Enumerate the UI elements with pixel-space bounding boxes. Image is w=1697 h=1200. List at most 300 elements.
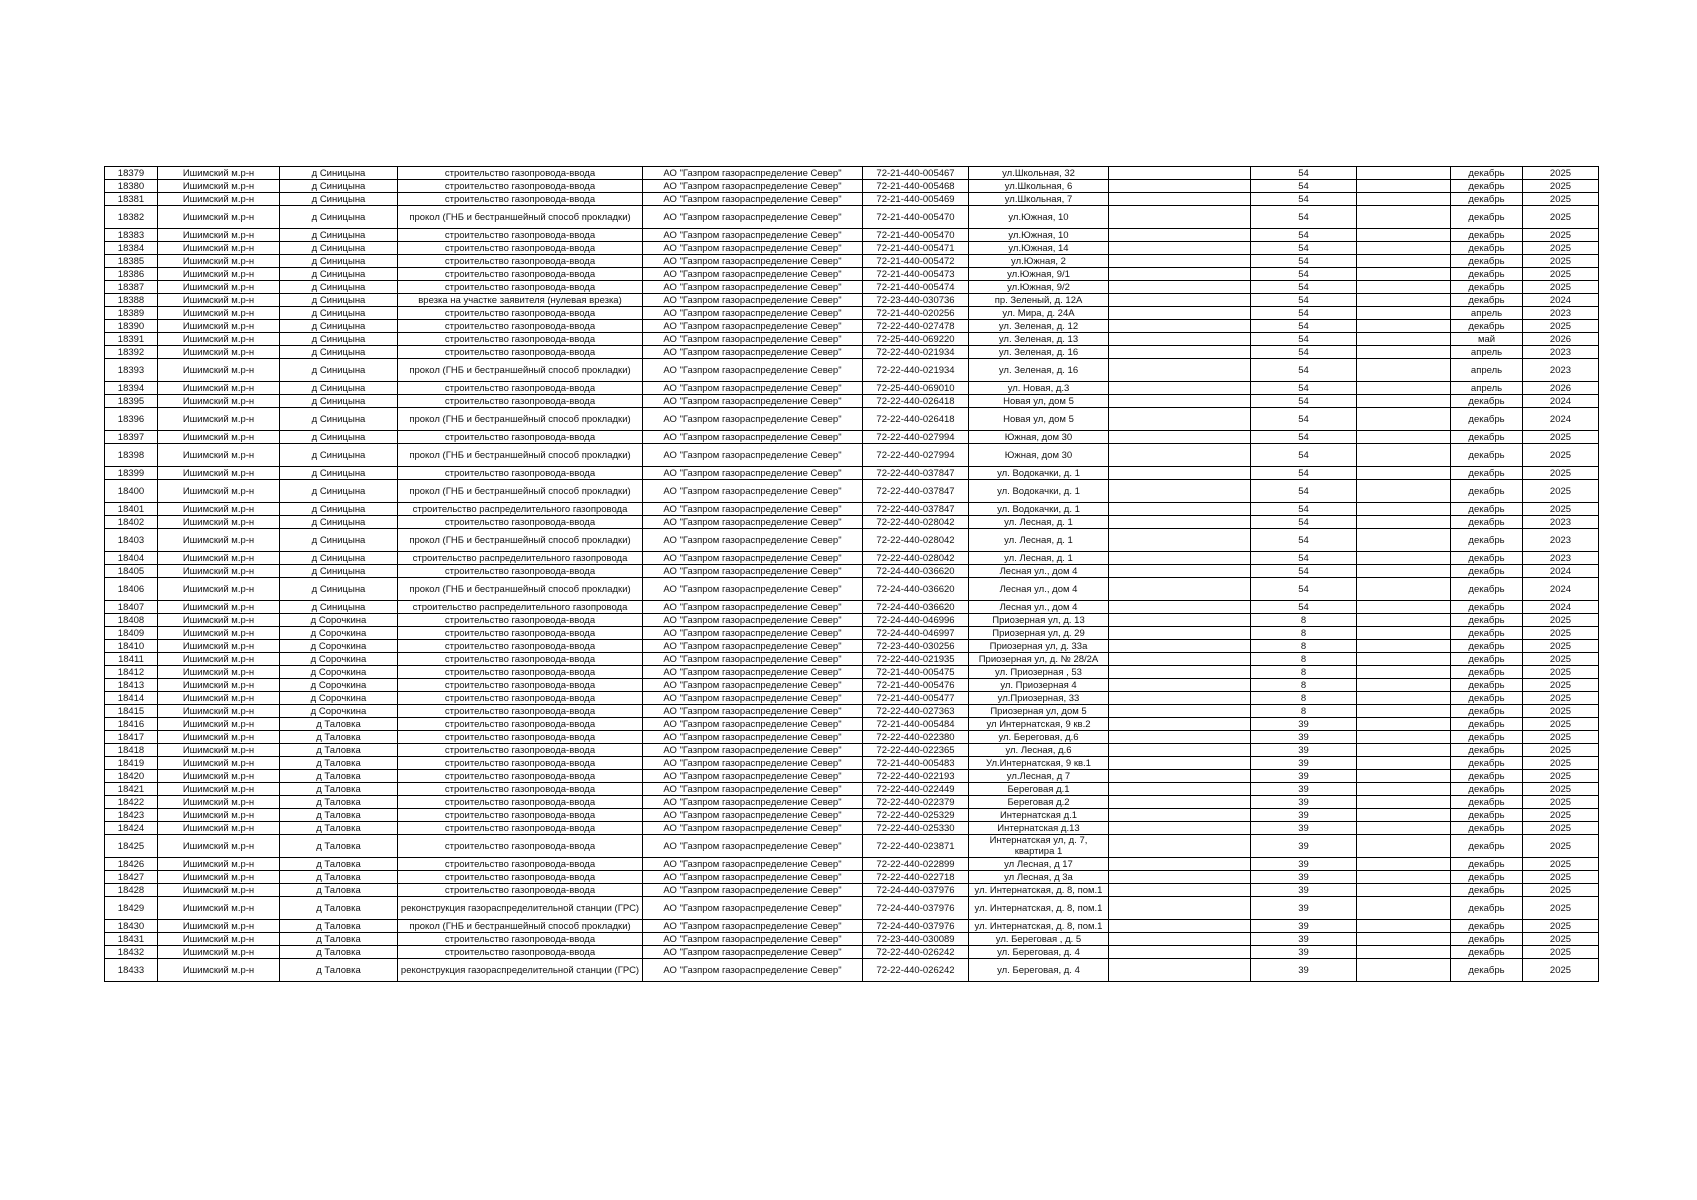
work-type-cell: строительство распределительного газопровода (398, 601, 643, 614)
empty-cell (1109, 395, 1251, 408)
quantity-cell: 39 (1251, 731, 1357, 744)
organization-cell: АО "Газпром газораспределение Север" (643, 180, 863, 193)
quantity-cell: 39 (1251, 757, 1357, 770)
district-cell: Ишимский м.р-н (158, 565, 280, 578)
work-type-cell: строительство газопровода-ввода (398, 640, 643, 653)
empty-cell (1357, 268, 1451, 281)
year-cell: 2025 (1523, 959, 1599, 982)
empty-cell (1357, 529, 1451, 552)
work-type-cell: строительство газопровода-ввода (398, 180, 643, 193)
empty-cell (1357, 884, 1451, 897)
settlement-cell: д Сорочкина (280, 692, 398, 705)
quantity-cell: 54 (1251, 408, 1357, 431)
table-row (105, 294, 1599, 307)
organization-cell: АО "Газпром газораспределение Север" (643, 294, 863, 307)
contract-code-cell: 72-24-440-037976 (863, 897, 969, 920)
row-number-cell: 18431 (105, 933, 158, 946)
month-cell: декабрь (1451, 180, 1523, 193)
row-number-cell: 18385 (105, 255, 158, 268)
empty-cell (1109, 705, 1251, 718)
table-row (105, 627, 1599, 640)
month-cell: декабрь (1451, 858, 1523, 871)
organization-cell: АО "Газпром газораспределение Север" (643, 333, 863, 346)
organization-cell: АО "Газпром газораспределение Север" (643, 933, 863, 946)
table-body (105, 167, 1599, 982)
work-type-cell: строительство газопровода-ввода (398, 884, 643, 897)
month-cell: апрель (1451, 307, 1523, 320)
table-row (105, 307, 1599, 320)
contract-code-cell: 72-23-440-030089 (863, 933, 969, 946)
work-type-cell: строительство газопровода-ввода (398, 346, 643, 359)
quantity-cell: 8 (1251, 679, 1357, 692)
empty-cell (1357, 333, 1451, 346)
month-cell: декабрь (1451, 167, 1523, 180)
contract-code-cell: 72-22-440-028042 (863, 516, 969, 529)
empty-cell (1357, 180, 1451, 193)
table-row (105, 770, 1599, 783)
month-cell: декабрь (1451, 884, 1523, 897)
empty-cell (1109, 770, 1251, 783)
empty-cell (1357, 627, 1451, 640)
contract-code-cell: 72-21-440-005468 (863, 180, 969, 193)
year-cell: 2025 (1523, 718, 1599, 731)
table-row (105, 206, 1599, 229)
row-number-cell: 18417 (105, 731, 158, 744)
contract-code-cell: 72-23-440-030256 (863, 640, 969, 653)
address-cell: ул.Южная, 2 (969, 255, 1109, 268)
work-type-cell: прокол (ГНБ и бестраншейный способ прокладки) (398, 206, 643, 229)
month-cell: декабрь (1451, 770, 1523, 783)
row-number-cell: 18387 (105, 281, 158, 294)
row-number-cell: 18398 (105, 444, 158, 467)
quantity-cell: 54 (1251, 578, 1357, 601)
settlement-cell: д Таловка (280, 822, 398, 835)
work-type-cell: строительство газопровода-ввода (398, 783, 643, 796)
year-cell: 2024 (1523, 408, 1599, 431)
work-type-cell: строительство газопровода-ввода (398, 627, 643, 640)
settlement-cell: д Синицына (280, 229, 398, 242)
settlement-cell: д Сорочкина (280, 666, 398, 679)
year-cell: 2025 (1523, 783, 1599, 796)
empty-cell (1109, 516, 1251, 529)
work-type-cell: строительство газопровода-ввода (398, 307, 643, 320)
table-row (105, 822, 1599, 835)
empty-cell (1109, 444, 1251, 467)
month-cell: декабрь (1451, 529, 1523, 552)
table-row (105, 193, 1599, 206)
table-row (105, 578, 1599, 601)
quantity-cell: 8 (1251, 614, 1357, 627)
work-type-cell: строительство газопровода-ввода (398, 467, 643, 480)
table-row (105, 552, 1599, 565)
district-cell: Ишимский м.р-н (158, 920, 280, 933)
work-type-cell: строительство газопровода-ввода (398, 770, 643, 783)
organization-cell: АО "Газпром газораспределение Север" (643, 229, 863, 242)
year-cell: 2025 (1523, 627, 1599, 640)
quantity-cell: 39 (1251, 884, 1357, 897)
contract-code-cell: 72-24-440-036620 (863, 601, 969, 614)
month-cell: декабрь (1451, 871, 1523, 884)
quantity-cell: 54 (1251, 281, 1357, 294)
empty-cell (1357, 858, 1451, 871)
district-cell: Ишимский м.р-н (158, 444, 280, 467)
table-row (105, 467, 1599, 480)
row-number-cell: 18399 (105, 467, 158, 480)
district-cell: Ишимский м.р-н (158, 242, 280, 255)
district-cell: Ишимский м.р-н (158, 382, 280, 395)
work-type-cell: строительство газопровода-ввода (398, 320, 643, 333)
empty-cell (1357, 653, 1451, 666)
contract-code-cell: 72-24-440-036620 (863, 565, 969, 578)
quantity-cell: 39 (1251, 796, 1357, 809)
table-row (105, 679, 1599, 692)
address-cell: Береговая д.1 (969, 783, 1109, 796)
settlement-cell: д Синицына (280, 320, 398, 333)
row-number-cell: 18414 (105, 692, 158, 705)
contract-code-cell: 72-21-440-005477 (863, 692, 969, 705)
year-cell: 2025 (1523, 431, 1599, 444)
quantity-cell: 39 (1251, 822, 1357, 835)
settlement-cell: д Сорочкина (280, 653, 398, 666)
district-cell: Ишимский м.р-н (158, 884, 280, 897)
quantity-cell: 39 (1251, 933, 1357, 946)
work-type-cell: строительство газопровода-ввода (398, 679, 643, 692)
work-type-cell: строительство газопровода-ввода (398, 565, 643, 578)
settlement-cell: д Синицына (280, 565, 398, 578)
year-cell: 2025 (1523, 871, 1599, 884)
row-number-cell: 18405 (105, 565, 158, 578)
settlement-cell: д Синицына (280, 167, 398, 180)
table-row (105, 920, 1599, 933)
table-row (105, 242, 1599, 255)
work-type-cell: прокол (ГНБ и бестраншейный способ прокладки) (398, 920, 643, 933)
organization-cell: АО "Газпром газораспределение Север" (643, 307, 863, 320)
month-cell: декабрь (1451, 614, 1523, 627)
month-cell: декабрь (1451, 229, 1523, 242)
empty-cell (1109, 467, 1251, 480)
settlement-cell: д Сорочкина (280, 640, 398, 653)
settlement-cell: д Таловка (280, 757, 398, 770)
contract-code-cell: 72-22-440-037847 (863, 467, 969, 480)
address-cell: ул. Береговая , д. 5 (969, 933, 1109, 946)
empty-cell (1109, 167, 1251, 180)
quantity-cell: 8 (1251, 653, 1357, 666)
contract-code-cell: 72-22-440-027478 (863, 320, 969, 333)
year-cell: 2025 (1523, 705, 1599, 718)
district-cell: Ишимский м.р-н (158, 268, 280, 281)
year-cell: 2023 (1523, 516, 1599, 529)
contract-code-cell: 72-22-440-021934 (863, 346, 969, 359)
settlement-cell: д Синицына (280, 333, 398, 346)
district-cell: Ишимский м.р-н (158, 408, 280, 431)
organization-cell: АО "Газпром газораспределение Север" (643, 359, 863, 382)
year-cell: 2025 (1523, 809, 1599, 822)
settlement-cell: д Таловка (280, 897, 398, 920)
work-type-cell: строительство распределительного газопровода (398, 503, 643, 516)
year-cell: 2025 (1523, 744, 1599, 757)
month-cell: декабрь (1451, 705, 1523, 718)
empty-cell (1109, 783, 1251, 796)
year-cell: 2025 (1523, 467, 1599, 480)
row-number-cell: 18393 (105, 359, 158, 382)
organization-cell: АО "Газпром газораспределение Север" (643, 565, 863, 578)
month-cell: декабрь (1451, 408, 1523, 431)
month-cell: декабрь (1451, 601, 1523, 614)
empty-cell (1109, 809, 1251, 822)
quantity-cell: 54 (1251, 503, 1357, 516)
quantity-cell: 54 (1251, 565, 1357, 578)
work-type-cell: строительство газопровода-ввода (398, 809, 643, 822)
empty-cell (1357, 822, 1451, 835)
contract-code-cell: 72-21-440-005470 (863, 206, 969, 229)
year-cell: 2025 (1523, 692, 1599, 705)
address-cell: Лесная ул., дом 4 (969, 601, 1109, 614)
work-type-cell: строительство газопровода-ввода (398, 692, 643, 705)
address-cell: ул. Лесная, д.6 (969, 744, 1109, 757)
table-row (105, 281, 1599, 294)
year-cell: 2025 (1523, 770, 1599, 783)
empty-cell (1357, 255, 1451, 268)
organization-cell: АО "Газпром газораспределение Север" (643, 480, 863, 503)
district-cell: Ишимский м.р-н (158, 281, 280, 294)
table-row (105, 601, 1599, 614)
contract-code-cell: 72-22-440-021934 (863, 359, 969, 382)
quantity-cell: 54 (1251, 346, 1357, 359)
row-number-cell: 18404 (105, 552, 158, 565)
empty-cell (1357, 431, 1451, 444)
empty-cell (1109, 858, 1251, 871)
table-row (105, 959, 1599, 982)
quantity-cell: 54 (1251, 180, 1357, 193)
settlement-cell: д Таловка (280, 959, 398, 982)
table-row (105, 359, 1599, 382)
organization-cell: АО "Газпром газораспределение Север" (643, 920, 863, 933)
organization-cell: АО "Газпром газораспределение Север" (643, 822, 863, 835)
district-cell: Ишимский м.р-н (158, 503, 280, 516)
quantity-cell: 54 (1251, 320, 1357, 333)
empty-cell (1357, 959, 1451, 982)
address-cell: Лесная ул., дом 4 (969, 565, 1109, 578)
quantity-cell: 39 (1251, 897, 1357, 920)
row-number-cell: 18397 (105, 431, 158, 444)
empty-cell (1109, 601, 1251, 614)
empty-cell (1109, 552, 1251, 565)
contract-code-cell: 72-22-440-027363 (863, 705, 969, 718)
empty-cell (1109, 180, 1251, 193)
settlement-cell: д Синицына (280, 242, 398, 255)
district-cell: Ишимский м.р-н (158, 705, 280, 718)
address-cell: ул.Лесная, д 7 (969, 770, 1109, 783)
table-row (105, 884, 1599, 897)
year-cell: 2024 (1523, 294, 1599, 307)
contract-code-cell: 72-21-440-005476 (863, 679, 969, 692)
empty-cell (1357, 395, 1451, 408)
month-cell: декабрь (1451, 897, 1523, 920)
quantity-cell: 8 (1251, 666, 1357, 679)
year-cell: 2025 (1523, 858, 1599, 871)
district-cell: Ишимский м.р-н (158, 757, 280, 770)
month-cell: май (1451, 333, 1523, 346)
work-type-cell: строительство газопровода-ввода (398, 718, 643, 731)
contract-code-cell: 72-22-440-023871 (863, 835, 969, 858)
table-row (105, 692, 1599, 705)
row-number-cell: 18403 (105, 529, 158, 552)
empty-cell (1357, 933, 1451, 946)
empty-cell (1357, 480, 1451, 503)
organization-cell: АО "Газпром газораспределение Север" (643, 796, 863, 809)
address-cell: ул. Лесная, д. 1 (969, 529, 1109, 552)
empty-cell (1109, 382, 1251, 395)
district-cell: Ишимский м.р-н (158, 822, 280, 835)
quantity-cell: 54 (1251, 193, 1357, 206)
settlement-cell: д Синицына (280, 281, 398, 294)
contract-code-cell: 72-24-440-037976 (863, 884, 969, 897)
empty-cell (1109, 346, 1251, 359)
year-cell: 2025 (1523, 796, 1599, 809)
empty-cell (1109, 692, 1251, 705)
work-type-cell: строительство газопровода-ввода (398, 229, 643, 242)
table-row (105, 320, 1599, 333)
empty-cell (1357, 757, 1451, 770)
district-cell: Ишимский м.р-н (158, 516, 280, 529)
year-cell: 2025 (1523, 320, 1599, 333)
empty-cell (1109, 242, 1251, 255)
table-row (105, 408, 1599, 431)
address-cell: Интернатская д.13 (969, 822, 1109, 835)
table-row (105, 431, 1599, 444)
settlement-cell: д Синицына (280, 255, 398, 268)
work-type-cell: прокол (ГНБ и бестраншейный способ прокладки) (398, 444, 643, 467)
year-cell: 2025 (1523, 653, 1599, 666)
district-cell: Ишимский м.р-н (158, 320, 280, 333)
contract-code-cell: 72-21-440-020256 (863, 307, 969, 320)
row-number-cell: 18420 (105, 770, 158, 783)
district-cell: Ишимский м.р-н (158, 783, 280, 796)
empty-cell (1109, 565, 1251, 578)
empty-cell (1357, 871, 1451, 884)
month-cell: декабрь (1451, 395, 1523, 408)
contract-code-cell: 72-22-440-025330 (863, 822, 969, 835)
row-number-cell: 18427 (105, 871, 158, 884)
empty-cell (1109, 578, 1251, 601)
month-cell: декабрь (1451, 255, 1523, 268)
organization-cell: АО "Газпром газораспределение Север" (643, 552, 863, 565)
table-row (105, 346, 1599, 359)
organization-cell: АО "Газпром газораспределение Север" (643, 679, 863, 692)
contract-code-cell: 72-22-440-028042 (863, 529, 969, 552)
work-type-cell: строительство газопровода-ввода (398, 822, 643, 835)
row-number-cell: 18388 (105, 294, 158, 307)
month-cell: декабрь (1451, 666, 1523, 679)
address-cell: Южная, дом 30 (969, 431, 1109, 444)
contract-code-cell: 72-25-440-069010 (863, 382, 969, 395)
quantity-cell: 54 (1251, 294, 1357, 307)
row-number-cell: 18422 (105, 796, 158, 809)
quantity-cell: 54 (1251, 167, 1357, 180)
organization-cell: АО "Газпром газораспределение Север" (643, 529, 863, 552)
month-cell: декабрь (1451, 627, 1523, 640)
district-cell: Ишимский м.р-н (158, 666, 280, 679)
work-type-cell: строительство газопровода-ввода (398, 744, 643, 757)
organization-cell: АО "Газпром газораспределение Север" (643, 731, 863, 744)
month-cell: декабрь (1451, 744, 1523, 757)
empty-cell (1357, 705, 1451, 718)
year-cell: 2025 (1523, 281, 1599, 294)
work-type-cell: строительство газопровода-ввода (398, 193, 643, 206)
empty-cell (1109, 757, 1251, 770)
district-cell: Ишимский м.р-н (158, 809, 280, 822)
month-cell: декабрь (1451, 946, 1523, 959)
empty-cell (1109, 933, 1251, 946)
contract-code-cell: 72-21-440-005470 (863, 229, 969, 242)
work-type-cell: прокол (ГНБ и бестраншейный способ прокладки) (398, 529, 643, 552)
work-type-cell: строительство распределительного газопровода (398, 552, 643, 565)
contract-code-cell: 72-23-440-030736 (863, 294, 969, 307)
year-cell: 2025 (1523, 268, 1599, 281)
quantity-cell: 39 (1251, 920, 1357, 933)
work-type-cell: строительство газопровода-ввода (398, 382, 643, 395)
district-cell: Ишимский м.р-н (158, 552, 280, 565)
row-number-cell: 18413 (105, 679, 158, 692)
table-row (105, 858, 1599, 871)
quantity-cell: 39 (1251, 946, 1357, 959)
address-cell: ул. Интернатская, д. 8, пом.1 (969, 884, 1109, 897)
month-cell: декабрь (1451, 653, 1523, 666)
table-row (105, 180, 1599, 193)
table-row (105, 783, 1599, 796)
address-cell: ул. Мира, д. 24А (969, 307, 1109, 320)
settlement-cell: д Таловка (280, 946, 398, 959)
quantity-cell: 54 (1251, 229, 1357, 242)
settlement-cell: д Сорочкина (280, 679, 398, 692)
month-cell: апрель (1451, 346, 1523, 359)
empty-cell (1109, 920, 1251, 933)
district-cell: Ишимский м.р-н (158, 653, 280, 666)
organization-cell: АО "Газпром газораспределение Север" (643, 193, 863, 206)
month-cell: декабрь (1451, 933, 1523, 946)
district-cell: Ишимский м.р-н (158, 897, 280, 920)
address-cell: Приозерная ул, д. 33а (969, 640, 1109, 653)
work-type-cell: строительство газопровода-ввода (398, 614, 643, 627)
row-number-cell: 18380 (105, 180, 158, 193)
quantity-cell: 39 (1251, 809, 1357, 822)
settlement-cell: д Синицына (280, 467, 398, 480)
month-cell: декабрь (1451, 679, 1523, 692)
row-number-cell: 18400 (105, 480, 158, 503)
contract-code-cell: 72-21-440-005484 (863, 718, 969, 731)
quantity-cell: 54 (1251, 444, 1357, 467)
table-row (105, 395, 1599, 408)
work-type-cell: строительство газопровода-ввода (398, 946, 643, 959)
year-cell: 2025 (1523, 897, 1599, 920)
year-cell: 2025 (1523, 933, 1599, 946)
settlement-cell: д Таловка (280, 770, 398, 783)
empty-cell (1357, 614, 1451, 627)
empty-cell (1109, 281, 1251, 294)
month-cell: декабрь (1451, 809, 1523, 822)
organization-cell: АО "Газпром газораспределение Север" (643, 757, 863, 770)
month-cell: декабрь (1451, 578, 1523, 601)
empty-cell (1357, 666, 1451, 679)
district-cell: Ишимский м.р-н (158, 871, 280, 884)
row-number-cell: 18428 (105, 884, 158, 897)
year-cell: 2025 (1523, 835, 1599, 858)
quantity-cell: 54 (1251, 242, 1357, 255)
quantity-cell: 54 (1251, 552, 1357, 565)
table-row (105, 529, 1599, 552)
organization-cell: АО "Газпром газораспределение Север" (643, 431, 863, 444)
settlement-cell: д Таловка (280, 809, 398, 822)
